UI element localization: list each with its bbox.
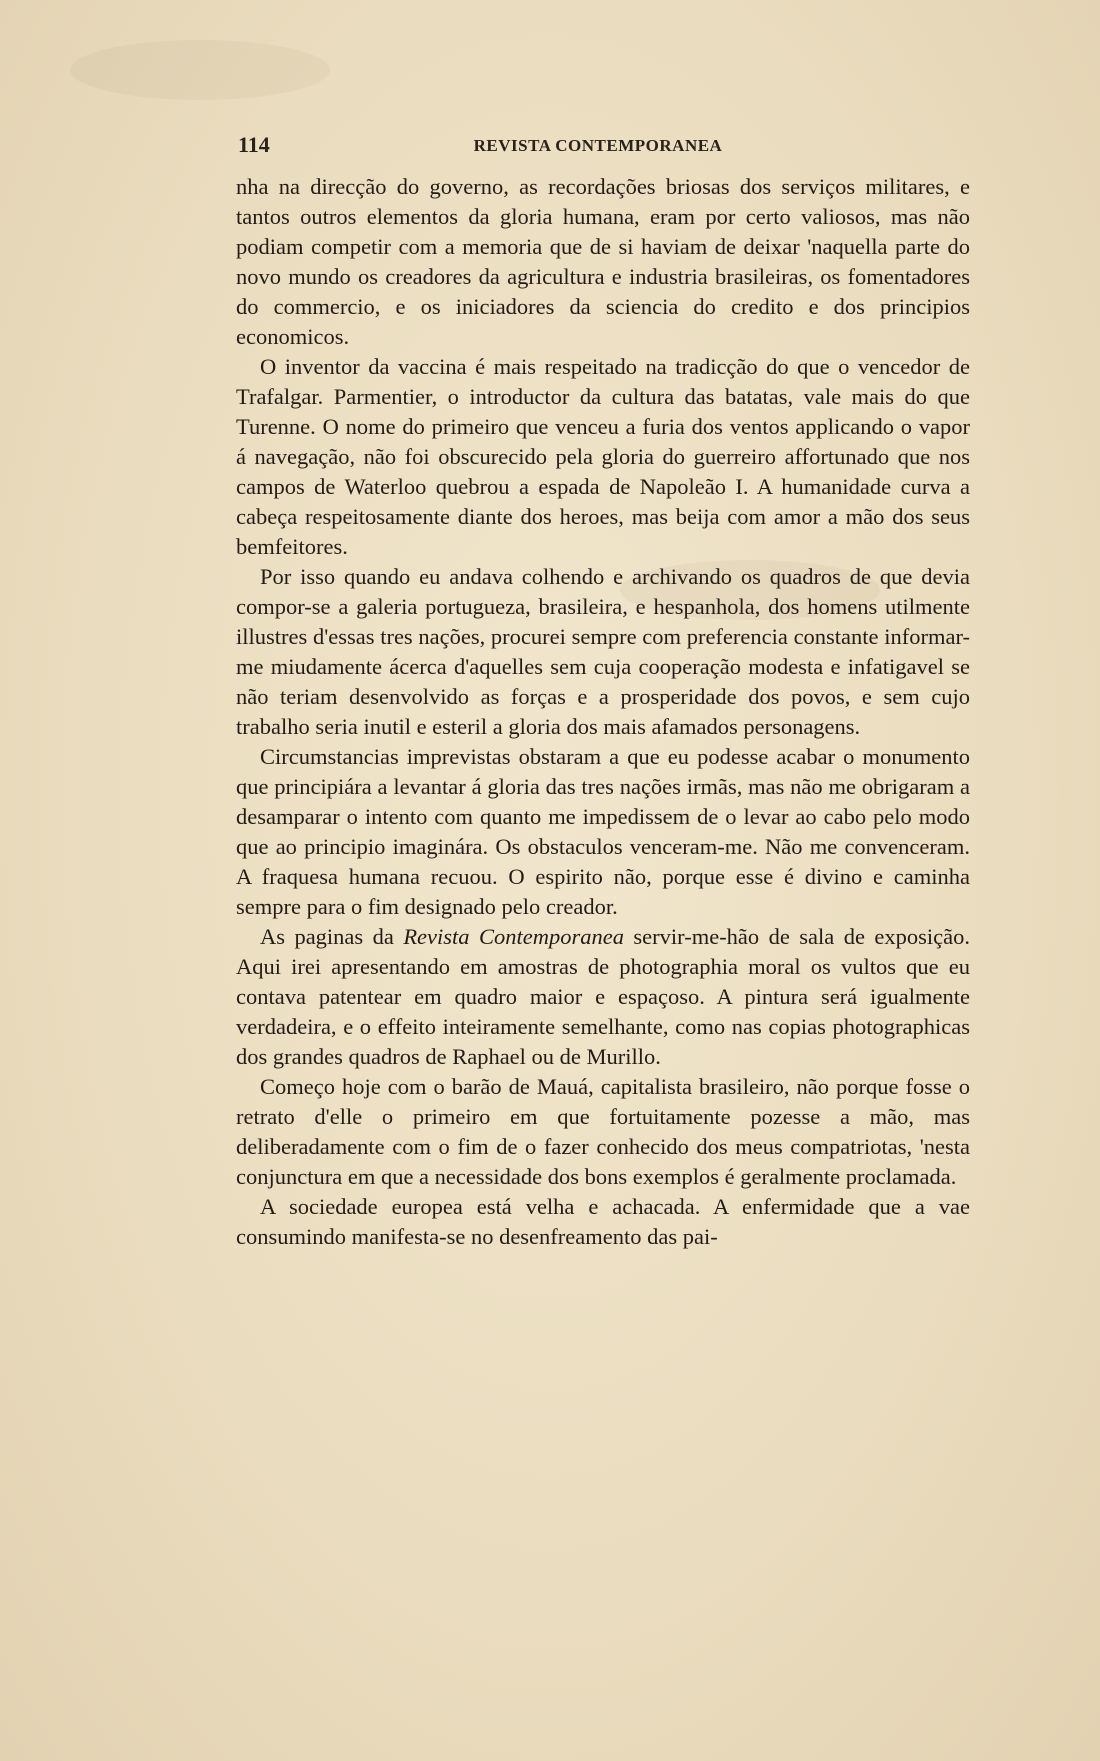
- paragraph: nha na direcção do governo, as recordações briosas dos serviços militares, e tantos outros elementos da gloria humana, eram por certo valiosos, mas não podiam competir com a memoria que de si haviam de deixar 'naquella parte do novo mundo os creadores da agricultura e industria brasileiras, os fomentadores do commercio, e os iniciadores da sciencia do credito e dos principios economicos.: [236, 174, 970, 349]
- running-head: REVISTA CONTEMPORANEA: [473, 136, 723, 155]
- journal-title: Revista Contemporanea: [403, 924, 624, 949]
- paragraph-text: servir-me-hão de sala de exposição. Aqui irei apresentando em amostras de photographia moral os vultos que eu contava patentear em quadro maior e espaçoso. A pintura será igualmente verdadeira, e o effeito inteiramente semelhante, como nas copias photographicas dos grandes quadros de Raphael ou de Murillo.: [236, 924, 970, 1069]
- paragraph: Por isso quando eu andava colhendo e archivando os quadros de que devia compor-se a galeria portugueza, brasileira, e hespanhola, dos homens utilmente illustres d'essas tres nações, procurei sempre com preferencia constante informar-me miudamente ácerca d'aquelles sem cuja cooperação modesta e infatigavel se não teriam desenvolvido as forças e a prosperidade dos povos, e sem cujo trabalho seria inutil e esteril a gloria dos mais afamados personagens.: [236, 564, 970, 739]
- page-number: 114: [238, 132, 270, 157]
- paragraph: Circumstancias imprevistas obstaram a que eu podesse acabar o monumento que principiára a levantar á gloria das tres nações irmãs, mas não me obrigaram a desamparar o intento com quanto me impedissem de o levar ao cabo pelo modo que ao principio imaginára. Os obstaculos venceram-me. Não me convenceram. A fraquesa humana recuou. O espirito não, porque esse é divino e caminha sempre para o fim designado pelo creador.: [236, 744, 970, 919]
- paragraph: O inventor da vaccina é mais respeitado na tradicção do que o vencedor de Trafalgar. Parmentier, o introductor da cultura das batatas, vale mais do que Turenne. O nome do primeiro que venceu a furia dos ventos applicando o vapor á navegação, não foi obscurecido pela gloria do guerreiro affortunado que nos campos de Waterloo quebrou a espada de Napoleão I. A humanidade curva a cabeça respeitosamente diante dos heroes, mas beija com amor a mão dos seus bemfeitores.: [236, 354, 970, 559]
- paragraph: [236, 922, 970, 1072]
- paper-stain: [70, 40, 330, 100]
- paragraph-text: As paginas da: [260, 924, 404, 949]
- paragraph: A sociedade europea está velha e achacada. A enfermidade que a vae consumindo manifesta-se no desenfreamento das pai-: [236, 1194, 970, 1249]
- body-text: [236, 172, 970, 1252]
- paragraph: Começo hoje com o barão de Mauá, capitalista brasileiro, não porque fosse o retrato d'elle o primeiro em que fortuitamente pozesse a mão, mas deliberadamente com o fim de o fazer conhecido dos meus compatriotas, 'nesta conjunctura em que a necessidade dos bons exemplos é geralmente proclamada.: [236, 1074, 970, 1189]
- page-header: [238, 132, 958, 160]
